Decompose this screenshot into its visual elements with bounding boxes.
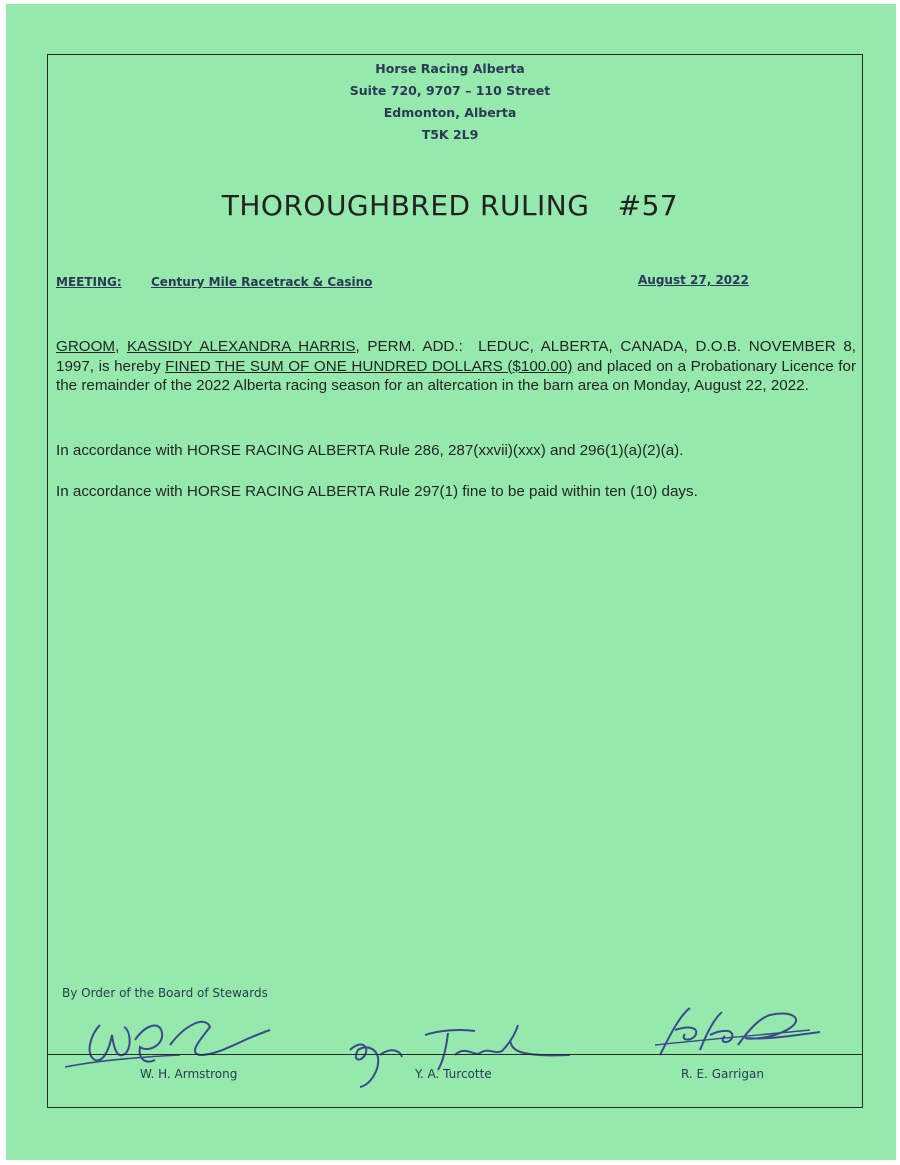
licensee-name: KASSIDY ALEXANDRA HARRIS bbox=[126, 338, 356, 355]
ruling-remainder: and placed on a Probationary Licence for the remainder of the 2022 Alberta racing season for an altercation in the barn area on Monday, August 22, 2022. bbox=[56, 357, 856, 394]
ruling-title: THOROUGHBRED RULING #57 bbox=[221, 189, 679, 222]
ruling-paragraph bbox=[56, 337, 861, 396]
licensee-role: GROOM bbox=[56, 338, 116, 355]
signature-garrigan bbox=[640, 1000, 830, 1065]
address-block bbox=[0, 58, 900, 146]
meeting-name: Century Mile Racetrack & Casino bbox=[151, 275, 373, 289]
address-line-2: Edmonton, Alberta bbox=[383, 105, 517, 120]
rule-reference-1: In accordance with HORSE RACING ALBERTA Rule 286, 287(xxvii)(xxx) and 296(1)(a)(2)(a). bbox=[56, 442, 684, 459]
meeting-label: MEETING: bbox=[56, 275, 122, 289]
org-name: Horse Racing Alberta bbox=[375, 61, 525, 76]
postal-code: T5K 2L9 bbox=[421, 127, 479, 142]
steward-name-2: Y. A. Turcotte bbox=[415, 1067, 492, 1081]
rule-reference-2: In accordance with HORSE RACING ALBERTA Rule 297(1) fine to be paid within ten (10) days. bbox=[56, 483, 698, 500]
signature-line bbox=[47, 1054, 863, 1055]
steward-name-3: R. E. Garrigan bbox=[681, 1067, 764, 1081]
ruling-date: August 27, 2022 bbox=[638, 273, 749, 287]
signature-armstrong bbox=[60, 1005, 280, 1075]
penalty-text: FINED THE SUM OF ONE HUNDRED DOLLARS ($100.00) bbox=[165, 357, 573, 375]
licensee-details: , PERM. ADD.: LEDUC, ALBERTA, CANADA, D.O.B. NOVEMBER 8, 1997, is hereby bbox=[56, 338, 861, 375]
steward-name-1: W. H. Armstrong bbox=[140, 1067, 238, 1081]
order-text: By Order of the Board of Stewards bbox=[62, 986, 268, 1000]
address-line-1: Suite 720, 9707 – 110 Street bbox=[349, 83, 551, 98]
separator: , bbox=[115, 338, 127, 355]
